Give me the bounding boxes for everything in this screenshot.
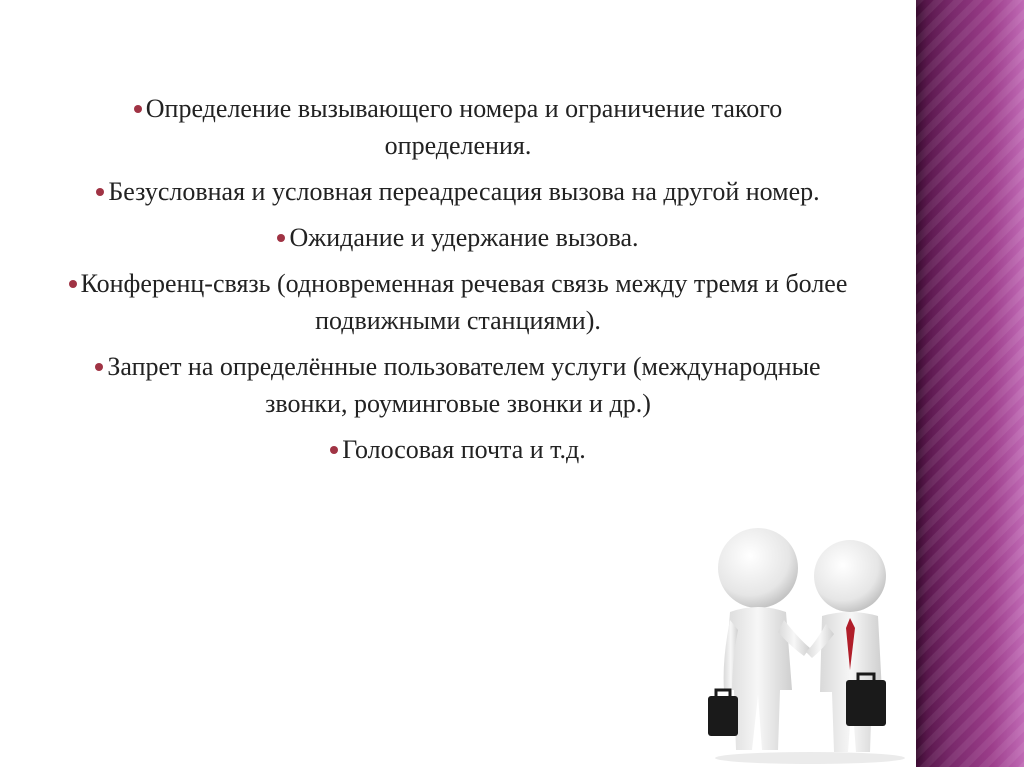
- bullet-text: Ожидание и удержание вызова.: [289, 223, 639, 252]
- bullet-dot-icon: [69, 280, 77, 288]
- bullet-dot-icon: [330, 446, 338, 454]
- bullet-item: [58, 90, 858, 164]
- bullet-text: Безусловная и условная переадресация вызова на другой номер.: [108, 177, 820, 206]
- decorative-side-band: [914, 0, 1024, 767]
- bullet-list: [58, 90, 858, 477]
- bullet-item: [58, 265, 858, 339]
- bullet-text: Запрет на определённые пользователем услуги (международные звонки, роуминговые звонки и др.): [107, 352, 821, 418]
- bullet-item: [58, 431, 858, 468]
- bullet-item: [58, 219, 858, 256]
- left-briefcase: [708, 690, 738, 736]
- diagonal-stripes-pattern: [914, 0, 1024, 767]
- bullet-item: [58, 348, 858, 422]
- bullet-text: Конференц-связь (одновременная речевая связь между тремя и более подвижными станциями).: [80, 269, 848, 335]
- bullet-dot-icon: [95, 363, 103, 371]
- bullet-dot-icon: [96, 188, 104, 196]
- bullet-text: Голосовая почта и т.д.: [342, 435, 586, 464]
- bullet-item: [58, 173, 858, 210]
- bullet-dot-icon: [134, 105, 142, 113]
- bullet-text: Определение вызывающего номера и ограничение такого определения.: [145, 94, 783, 160]
- bullet-dot-icon: [277, 234, 285, 242]
- handshake-illustration: [700, 520, 920, 765]
- right-briefcase: [846, 674, 886, 726]
